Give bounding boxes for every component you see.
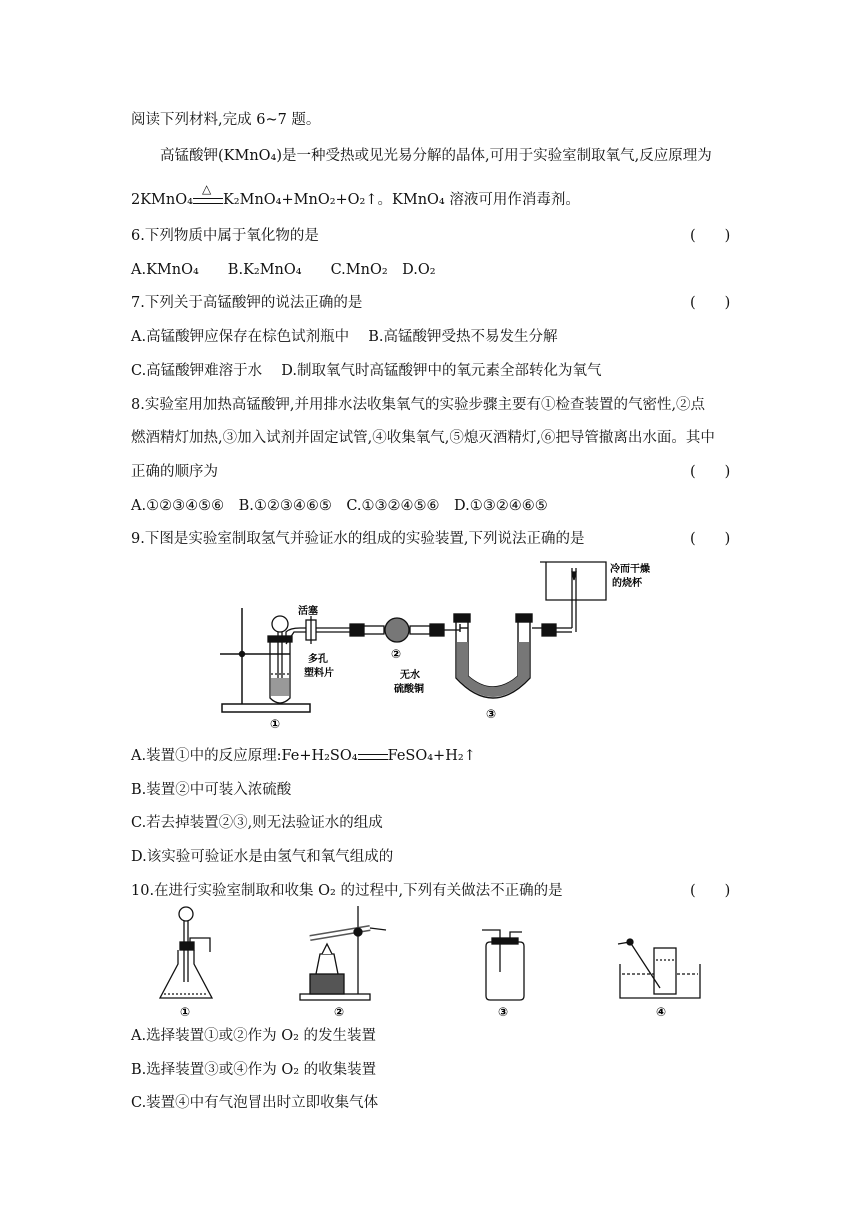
fig9-number-3: ③	[486, 707, 497, 721]
fig9-number-1: ①	[270, 717, 281, 731]
water-trough	[618, 939, 700, 998]
label-porous-plate-2: 塑料片	[304, 668, 334, 679]
equation-reactant: 2KMnO₄	[131, 192, 193, 208]
drying-bulb	[350, 618, 460, 642]
q10-option-a: A.选择装置①或②作为 O₂ 的发生装置	[131, 1028, 376, 1044]
q10-option-b: B.选择装置③或④作为 O₂ 的收集装置	[131, 1062, 377, 1078]
q9-option-a-reactants: A.装置①中的反应原理:Fe+H₂SO₄	[131, 748, 358, 764]
gas-bottle	[482, 930, 524, 1000]
fig9-number-2: ②	[391, 647, 402, 661]
label-beaker-1: 冷而干燥	[610, 564, 650, 575]
beaker	[540, 562, 606, 600]
label-beaker-2: 的烧杯	[612, 578, 642, 589]
q10-answer-bracket: ( )	[690, 883, 731, 899]
label-anhydrous-1: 无水	[400, 670, 420, 681]
q8-stem-1: 8.实验室用加热高锰酸钾,并用排水法收集氧气的实验步骤主要有①检查装置的气密性,②点	[131, 397, 706, 413]
q9-option-a	[131, 746, 476, 766]
fig10-number-3: ③	[498, 1005, 509, 1018]
heat-equals-sign	[193, 182, 223, 207]
fig10-number-1: ①	[180, 1005, 191, 1018]
q9-option-b: B.装置②中可装入浓硫酸	[131, 782, 292, 798]
fig10-number-2: ②	[334, 1005, 345, 1018]
intro-text: 阅读下列材料,完成 6~7 题。	[131, 112, 321, 128]
material-line-2	[131, 182, 580, 210]
q7-options-ab: A.高锰酸钾应保存在棕色试剂瓶中 B.高锰酸钾受热不易发生分解	[131, 329, 558, 345]
label-stopcock: 活塞	[298, 606, 318, 617]
q9-option-c: C.若去掉装置②③,则无法验证水的组成	[131, 815, 383, 831]
label-anhydrous-2: 硫酸铜	[394, 684, 424, 695]
outlet-tube	[532, 568, 576, 636]
q6-stem: 6.下列物质中属于氧化物的是	[131, 228, 319, 244]
q8-options: A.①②③④⑤⑥ B.①②③④⑥⑤ C.①③②④⑤⑥ D.①③②④⑥⑤	[131, 498, 548, 514]
q7-options-cd: C.高锰酸钾难溶于水 D.制取氧气时高锰酸钾中的氧元素全部转化为氧气	[131, 363, 602, 379]
u-tube	[454, 614, 532, 698]
heat-condition: △	[201, 182, 212, 196]
fig10-number-4: ④	[656, 1005, 667, 1018]
q10-option-c: C.装置④中有气泡冒出时立即收集气体	[131, 1095, 379, 1111]
test-tube-with-funnel	[268, 616, 292, 703]
q9-apparatus-figure	[210, 558, 730, 738]
q6-answer-bracket: ( )	[690, 228, 731, 244]
conical-flask-apparatus	[160, 907, 212, 998]
q8-answer-bracket: ( )	[690, 464, 731, 480]
q10-apparatus-figure	[150, 902, 730, 1018]
q7-stem: 7.下列关于高锰酸钾的说法正确的是	[131, 295, 363, 311]
material-line-1: 高锰酸钾(KMnO₄)是一种受热或见光易分解的晶体,可用于实验室制取氧气,反应原理为	[160, 148, 712, 164]
q9-option-d: D.该实验可验证水是由氢气和氧气组成的	[131, 849, 394, 865]
delivery-tube-1	[286, 628, 350, 644]
stopcock-icon[interactable]	[306, 616, 316, 644]
q8-stem-3: 正确的顺序为	[131, 464, 218, 480]
material-line-2-tail: 。KMnO₄ 溶液可用作消毒剂。	[377, 192, 580, 208]
equation-products: K₂MnO₄+MnO₂+O₂↑	[222, 192, 378, 208]
q8-stem-2: 燃酒精灯加热,③加入试剂并固定试管,④收集氧气,⑤熄灭酒精灯,⑥把导管撤离出水面。其中	[131, 430, 715, 446]
q6-options: A.KMnO₄ B.K₂MnO₄ C.MnO₂ D.O₂	[131, 262, 436, 278]
label-porous-plate-1: 多孔	[308, 654, 328, 665]
q9-answer-bracket: ( )	[690, 531, 731, 547]
q7-answer-bracket: ( )	[690, 295, 731, 311]
equals-sign	[358, 749, 388, 763]
q9-stem: 9.下图是实验室制取氢气并验证水的组成的实验装置,下列说法正确的是	[131, 531, 585, 547]
q9-option-a-products: FeSO₄+H₂↑	[387, 748, 476, 764]
iron-stand	[220, 608, 310, 712]
q10-stem: 10.在进行实验室制取和收集 O₂ 的过程中,下列有关做法不正确的是	[131, 883, 563, 899]
heating-apparatus	[300, 906, 386, 1000]
